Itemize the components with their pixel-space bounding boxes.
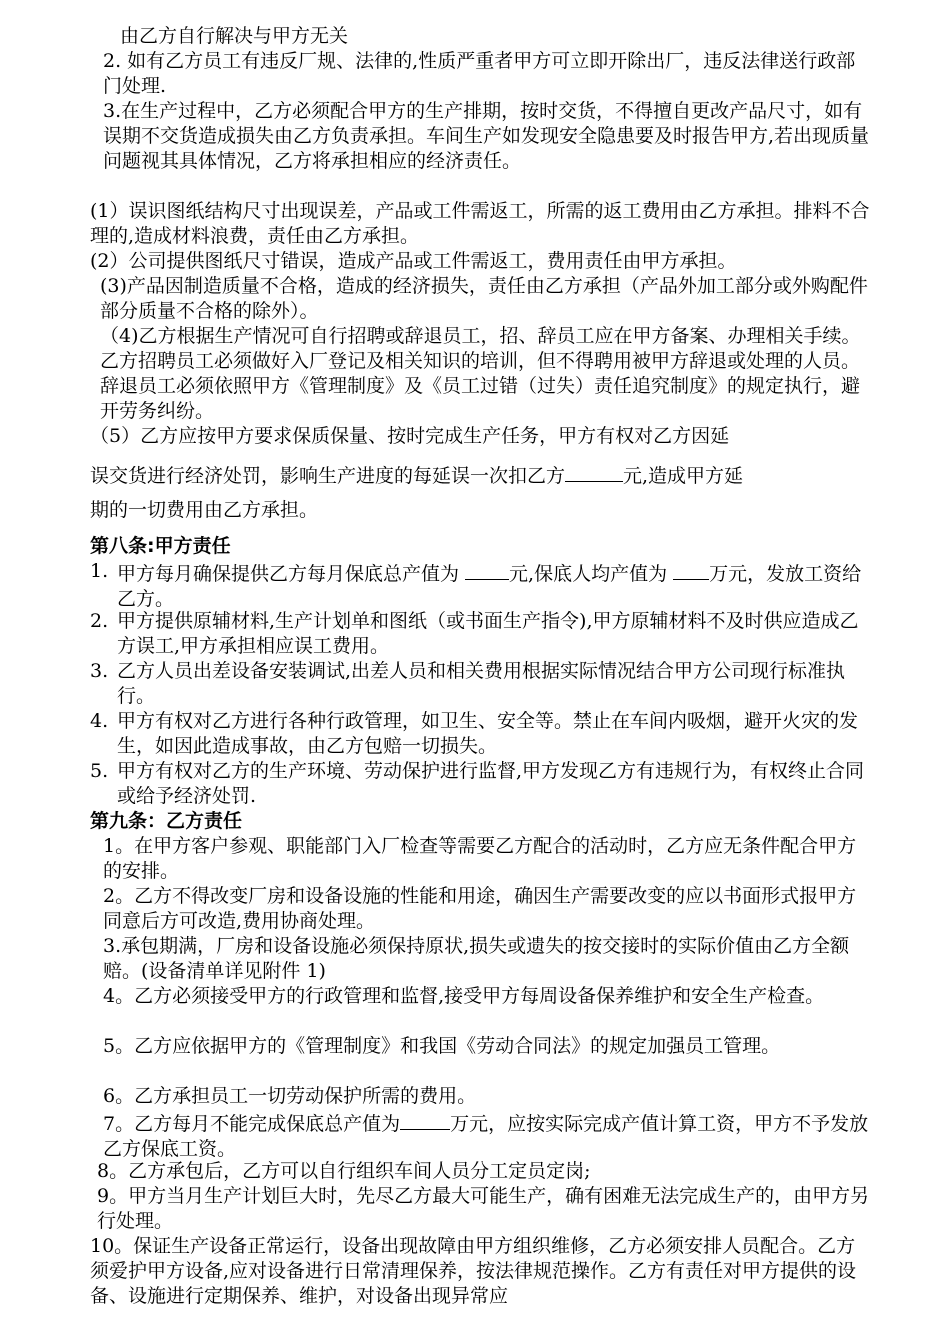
article-8-title: 第八条:甲方责任 xyxy=(90,535,231,557)
fill-blank xyxy=(400,1109,450,1130)
text: 万元，应按实际完成产值计算工资，甲方不予发放乙方保底工资。 xyxy=(103,1113,869,1160)
text: 元,造成甲方延 xyxy=(623,465,744,487)
paragraph: (1）误识图纸结构尺寸出现误差，产品或工件需返工，所需的返工费用由乙方承担。排料不合理的,造成材料浪费，责任由乙方承担。 xyxy=(90,200,870,247)
article-9-title: 第九条：乙方责任 xyxy=(90,810,243,832)
item-number: 3. xyxy=(90,660,109,682)
text: 甲方每月确保提供乙方每月保底总产值为 xyxy=(117,563,466,585)
paragraph: （4)乙方根据生产情况可自行招聘或辞退员工，招、辞员工应在甲方备案、办理相关手续。乙方招聘员工必须做好入厂登记及相关知识的培训，但不得聘用被甲方辞退或处理的人员。辞退员工必须依照甲方《管理制度》及《员工过错（过失）责任追究制度》的规定执行，避开劳务纠纷。 xyxy=(100,325,861,422)
list-item xyxy=(90,709,870,759)
paragraph: 10。保证生产设备正常运行，设备出现故障由甲方组织维修，乙方必须安排人员配合。乙方须爱护甲方设备,应对设备进行日常清理保养，按法律规范操作。乙方有责任对甲方提供的设备、设施进行定期保养、维护，对设备出现异常应 xyxy=(90,1235,857,1307)
paragraph: 5。乙方应依据甲方的《管理制度》和我国《劳动合同法》的规定加强员工管理。 xyxy=(103,1035,781,1057)
paragraph xyxy=(103,1109,870,1162)
fill-blank xyxy=(565,461,623,482)
item-number: 4. xyxy=(90,710,109,732)
text: 误交货进行经济处罚，影响生产进度的每延误一次扣乙方 xyxy=(90,465,566,487)
text: 万元，发放工资给乙方。 xyxy=(117,563,862,610)
paragraph: 2. 如有乙方员工有违反厂规、法律的,性质严重者甲方可立即开除出厂，违反法律送行政部门处理. xyxy=(103,50,856,97)
paragraph: 6。乙方承担员工一切劳动保护所需的费用。 xyxy=(103,1085,477,1107)
paragraph: 期的一切费用由乙方承担。 xyxy=(90,499,319,521)
list-item xyxy=(90,609,870,659)
paragraph: 由乙方自行解决与甲方无关 xyxy=(120,25,349,47)
fill-blank xyxy=(465,559,509,580)
text: 乙方人员出差设备安装调试,出差人员和相关费用根据实际情况结合甲方公司现行标准执行。 xyxy=(117,660,846,707)
paragraph: 3.承包期满，厂房和设备设施必须保持原状,损失或遗失的按交接时的实际价值由乙方全额赔。(设备清单详见附件 1) xyxy=(103,935,850,982)
paragraph: 9。甲方当月生产计划巨大时，先尽乙方最大可能生产，确有困难无法完成生产的，由甲方另行处理。 xyxy=(97,1185,870,1232)
item-number: 2. xyxy=(90,610,109,632)
text: 甲方有权对乙方进行各种行政管理，如卫生、安全等。禁止在车间内吸烟，避开火灾的发生，如因此造成事故，由乙方包赔一切损失。 xyxy=(117,710,859,757)
fill-blank xyxy=(673,559,709,580)
item-number: 1. xyxy=(90,560,109,582)
paragraph xyxy=(90,461,870,489)
item-number: 5. xyxy=(90,760,109,782)
paragraph: 3.在生产过程中，乙方必须配合甲方的生产排期，按时交货，不得擅自更改产品尺寸，如有误期不交货造成损失由乙方负责承担。车间生产如发现安全隐患要及时报告甲方,若出现质量问题视其具体情况，乙方将承担相应的经济责任。 xyxy=(103,100,870,172)
paragraph: (3)产品因制造质量不合格，造成的经济损失，责任由乙方承担（产品外加工部分或外购配件部分质量不合格的除外）。 xyxy=(100,275,868,322)
paragraph: 8。乙方承包后，乙方可以自行组织车间人员分工定员定岗; xyxy=(97,1160,591,1182)
text: 元,保底人均产值为 xyxy=(509,563,674,585)
paragraph: 1。在甲方客户参观、职能部门入厂检查等需要乙方配合的活动时，乙方应无条件配合甲方的安排。 xyxy=(103,835,857,882)
paragraph: (2）公司提供图纸尺寸错误，造成产品或工件需返工，费用责任由甲方承担。 xyxy=(90,250,737,272)
text: 7。乙方每月不能完成保底总产值为 xyxy=(103,1113,401,1135)
text: 甲方有权对乙方的生产环境、劳动保护进行监督,甲方发现乙方有违规行为，有权终止合同或给予经济处罚. xyxy=(117,760,865,807)
paragraph: 2。乙方不得改变厂房和设备设施的性能和用途，确因生产需要改变的应以书面形式报甲方同意后方可改造,费用协商处理。 xyxy=(103,885,857,932)
paragraph: 4。乙方必须接受甲方的行政管理和监督,接受甲方每周设备保养维护和安全生产检查。 xyxy=(103,985,825,1007)
text: 甲方提供原辅材料,生产计划单和图纸（或书面生产指令),甲方原辅材料不及时供应造成乙方误工,甲方承担相应误工费用。 xyxy=(117,610,859,657)
list-item xyxy=(90,559,870,612)
list-item xyxy=(90,659,870,709)
paragraph: （5）乙方应按甲方要求保质保量、按时完成生产任务，甲方有权对乙方因延 xyxy=(90,425,730,447)
list-item xyxy=(90,759,870,809)
